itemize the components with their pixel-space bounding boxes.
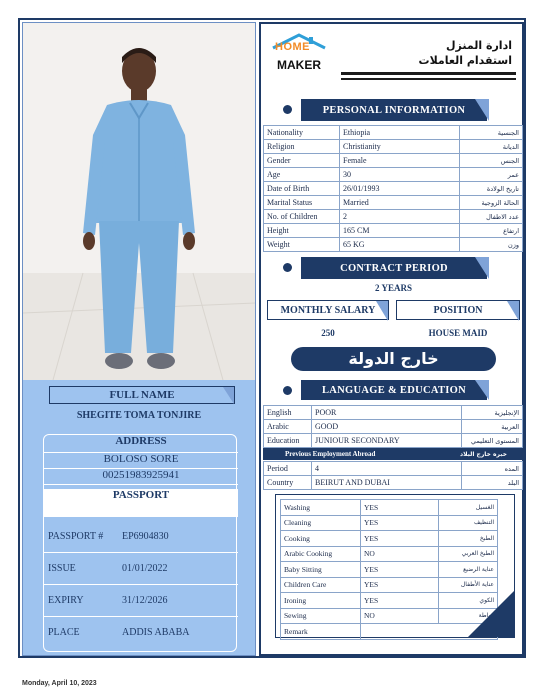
skill-arabic-label: الطبخ العربي <box>439 546 498 562</box>
table-row <box>281 531 498 547</box>
full-name-value: SHEGITE TOMA TONJIRE <box>76 410 202 421</box>
contract-period-title: CONTRACT PERIOD <box>340 262 448 274</box>
row-value: Ethiopia <box>340 126 460 140</box>
logo-text-maker: MAKER <box>277 58 321 72</box>
table-row <box>264 182 523 196</box>
passport-row-label: EXPIRY <box>48 595 84 606</box>
skill-label: Arabic Cooking <box>281 546 361 562</box>
row-arabic-label: ارتفاع <box>460 224 523 238</box>
row-label: English <box>264 406 312 420</box>
photo-illustration <box>23 23 255 380</box>
table-row <box>264 126 523 140</box>
monthly-salary-label-box <box>267 300 389 320</box>
home-maker-logo <box>269 32 329 76</box>
header-rule-thin <box>341 78 516 80</box>
passport-row-value: 31/12/2026 <box>122 595 168 606</box>
position-label-box <box>396 300 520 320</box>
row-label: Nationality <box>264 126 340 140</box>
passport-row <box>44 521 238 553</box>
personal-info-header <box>301 99 487 121</box>
row-label: Age <box>264 168 340 182</box>
right-panel <box>259 22 524 656</box>
passport-row <box>44 553 238 585</box>
row-value: JUNIOUR SECONDARY <box>312 434 462 448</box>
section-bullet <box>283 105 292 114</box>
row-value: 2 <box>340 210 460 224</box>
passport-label: PASSPORT <box>44 489 238 517</box>
table-row <box>281 593 498 609</box>
skill-value: YES <box>361 500 439 516</box>
language-table <box>263 405 523 448</box>
table-row <box>264 238 523 252</box>
monthly-salary-label: MONTHLY SALARY <box>280 304 376 316</box>
monthly-salary-value: 250 <box>321 328 335 338</box>
table-row <box>264 154 523 168</box>
address-line-1: BOLOSO SORE <box>44 453 238 469</box>
row-value: Female <box>340 154 460 168</box>
passport-row <box>44 617 238 649</box>
full-name-label: FULL NAME <box>109 389 175 401</box>
passport-row-label: ISSUE <box>48 563 76 574</box>
row-arabic-label: المستوى التعليمي <box>462 434 523 448</box>
table-row <box>264 406 523 420</box>
row-label: Country <box>264 476 312 490</box>
table-row <box>281 562 498 578</box>
cv-sheet <box>18 18 526 658</box>
skill-label: Baby Sitting <box>281 562 361 578</box>
passport-row <box>44 585 238 617</box>
personal-info-table <box>263 125 523 252</box>
table-row <box>281 608 498 624</box>
skill-label: Sewing <box>281 608 361 624</box>
skill-value: NO <box>361 608 439 624</box>
table-row <box>264 224 523 238</box>
passport-row-label: PASSPORT # <box>48 531 104 542</box>
skill-value: YES <box>361 562 439 578</box>
table-row <box>264 140 523 154</box>
table-row <box>264 210 523 224</box>
row-value: BEIRUT AND DUBAI <box>312 476 462 490</box>
corner-decoration <box>468 591 514 637</box>
previous-employment-title: Previous Employment Abroad <box>285 450 376 458</box>
row-label: Religion <box>264 140 340 154</box>
arabic-title-line-1: ادارة المنزل <box>446 39 512 52</box>
skill-arabic-label: التنظيف <box>439 515 498 531</box>
skill-arabic-label: الكوي <box>439 593 498 609</box>
row-arabic-label: عدد الاطفال <box>460 210 523 224</box>
row-label: Gender <box>264 154 340 168</box>
arabic-title-line-2: استقدام العاملات <box>418 54 512 67</box>
remark-label: Remark <box>281 624 361 640</box>
row-arabic-label: الجنس <box>460 154 523 168</box>
row-label: Date of Birth <box>264 182 340 196</box>
row-arabic-label: العربية <box>462 420 523 434</box>
logo-text-home: HOME <box>275 41 310 53</box>
table-row <box>264 476 523 490</box>
left-panel <box>22 22 256 656</box>
row-value: 165 CM <box>340 224 460 238</box>
row-arabic-label: الحالة الزوجية <box>460 196 523 210</box>
row-arabic-label: المده <box>462 462 523 476</box>
abroad-badge: خارج الدولة <box>291 347 496 371</box>
table-row <box>281 515 498 531</box>
row-arabic-label: البلد <box>462 476 523 490</box>
position-label: POSITION <box>433 304 483 316</box>
skill-label: Washing <box>281 500 361 516</box>
arabic-company-title <box>419 38 512 68</box>
language-education-title: LANGUAGE & EDUCATION <box>321 384 467 396</box>
row-arabic-label: الإنجليزية <box>462 406 523 420</box>
table-row <box>281 577 498 593</box>
previous-employment-table <box>263 461 523 490</box>
row-arabic-label: الديانة <box>460 140 523 154</box>
skill-value: YES <box>361 515 439 531</box>
passport-row-value: EP6904830 <box>122 531 169 542</box>
skill-label: Ironing <box>281 593 361 609</box>
table-row <box>264 462 523 476</box>
address-line-2: 00251983925941 <box>44 469 238 485</box>
table-row <box>264 168 523 182</box>
skill-arabic-label: الطبخ <box>439 531 498 547</box>
contract-period-header <box>301 257 487 279</box>
previous-employment-header <box>263 448 523 460</box>
row-value: POOR <box>312 406 462 420</box>
passport-row-value: 01/01/2022 <box>122 563 168 574</box>
skill-arabic-label: خياطة <box>439 608 498 624</box>
row-value: Married <box>340 196 460 210</box>
row-label: Weight <box>264 238 340 252</box>
address-passport-card <box>43 434 237 652</box>
passport-row-value: ADDIS ABABA <box>122 627 190 638</box>
row-value: Christianity <box>340 140 460 154</box>
skill-label: Children Care <box>281 577 361 593</box>
skill-arabic-label: عناية الأطفال <box>439 577 498 593</box>
row-label: Arabic <box>264 420 312 434</box>
row-value: GOOD <box>312 420 462 434</box>
table-row <box>264 196 523 210</box>
identity-panel <box>23 380 255 657</box>
row-label: Height <box>264 224 340 238</box>
address-label: ADDRESS <box>44 435 238 453</box>
candidate-photo <box>23 23 255 380</box>
table-row <box>264 434 523 448</box>
previous-employment-title-arabic: خبره خارج البلاد <box>460 450 507 458</box>
personal-info-title: PERSONAL INFORMATION <box>322 104 466 116</box>
position-value: HOUSE MAID <box>428 328 488 338</box>
row-value: 65 KG <box>340 238 460 252</box>
row-label: Marital Status <box>264 196 340 210</box>
row-label: Period <box>264 462 312 476</box>
row-label: Education <box>264 434 312 448</box>
row-arabic-label: الجنسية <box>460 126 523 140</box>
footer-date: Monday, April 10, 2023 <box>22 680 97 687</box>
skill-arabic-label: عناية الرضيع <box>439 562 498 578</box>
skills-table <box>280 499 498 640</box>
skills-frame <box>275 494 515 638</box>
header-rule <box>341 72 516 75</box>
row-value: 26/01/1993 <box>340 182 460 196</box>
skill-value: YES <box>361 593 439 609</box>
skill-arabic-label: الغسيل <box>439 500 498 516</box>
skill-value: YES <box>361 531 439 547</box>
row-value: 4 <box>312 462 462 476</box>
row-value: 30 <box>340 168 460 182</box>
skill-label: Cleaning <box>281 515 361 531</box>
table-row <box>281 546 498 562</box>
row-arabic-label: وزن <box>460 238 523 252</box>
skill-value: YES <box>361 577 439 593</box>
table-row <box>264 420 523 434</box>
skill-value: NO <box>361 546 439 562</box>
row-arabic-label: عمر <box>460 168 523 182</box>
section-bullet <box>283 263 292 272</box>
row-label: No. of Children <box>264 210 340 224</box>
passport-row-label: PLACE <box>48 627 80 638</box>
skill-label: Cooking <box>281 531 361 547</box>
section-bullet <box>283 386 292 395</box>
contract-period-value: 2 YEARS <box>375 283 412 293</box>
table-row <box>281 624 498 640</box>
full-name-label-box <box>49 386 235 404</box>
table-row <box>281 500 498 516</box>
language-education-header <box>301 380 487 400</box>
row-arabic-label: تاريخ الولادة <box>460 182 523 196</box>
